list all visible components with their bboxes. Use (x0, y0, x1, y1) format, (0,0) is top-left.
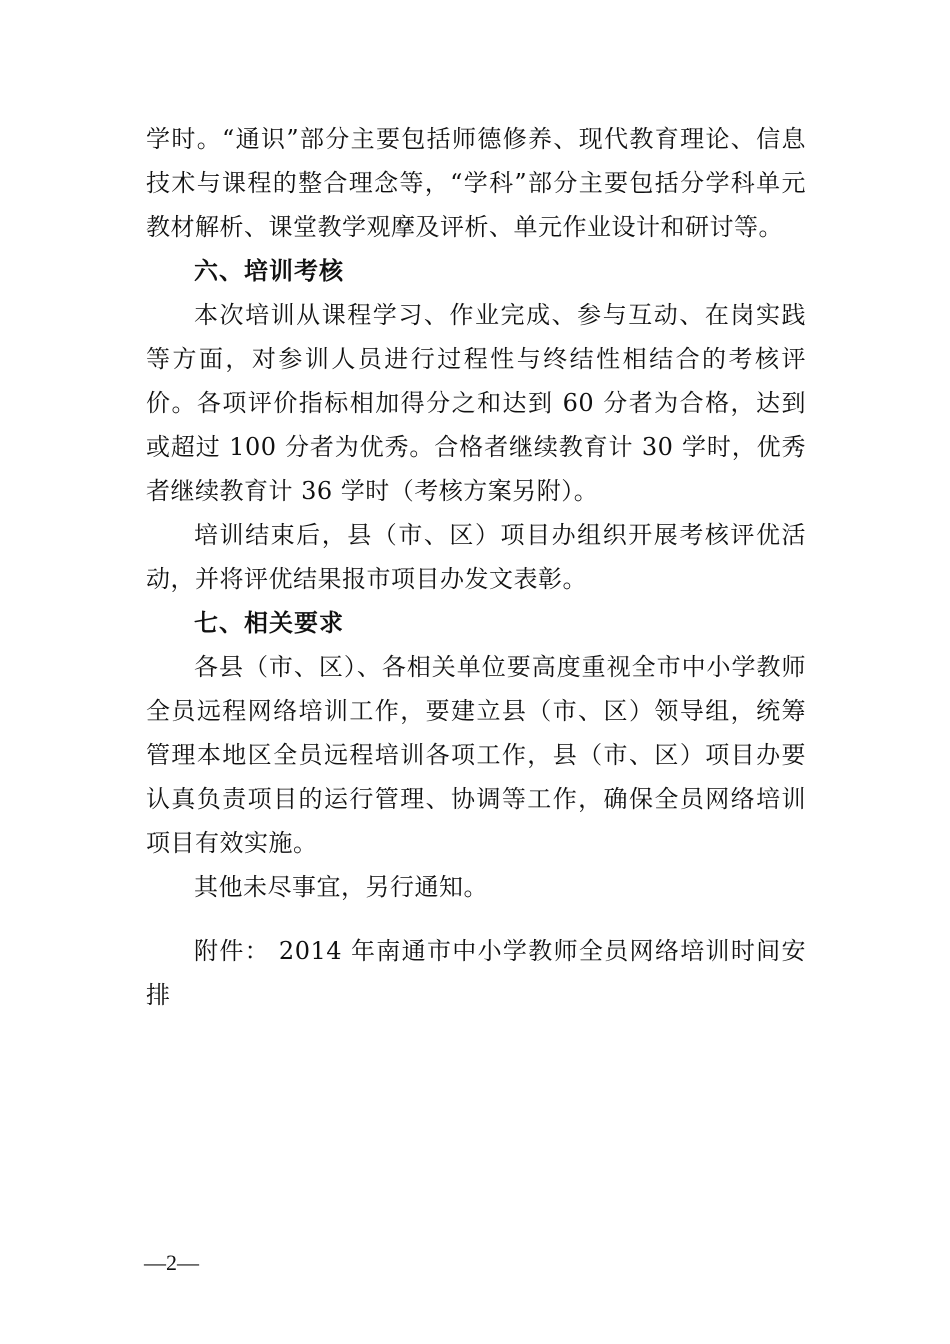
paragraph-attachment: 附件： 2014 年南通市中小学教师全员网络培训时间安排 (146, 937, 806, 1009)
page-number: —2— (144, 1250, 199, 1275)
paragraph-requirements: 各县（市、区）、各相关单位要高度重视全市中小学教师全员远程网络培训工作，要建立县（市、区）领导组，统筹管理本地区全员远程培训各项工作，县（市、区）项目办要认真负责项目的运行管理、协调等工作，确保全员网络培训项目有效实施。 (146, 653, 806, 857)
paragraph-other-matters: 其他未尽事宜，另行通知。 (194, 873, 488, 901)
paragraph-assessment-awards: 培训结束后，县（市、区）项目办组织开展考核评优活动，并将评优结果报市项目办发文表彰。 (146, 521, 806, 593)
section-heading-requirements: 七、相关要求 (194, 609, 344, 637)
paragraph-continuation: 学时。“通识”部分主要包括师德修养、现代教育理论、信息技术与课程的整合理念等，“学科”部分主要包括分学科单元教材解析、课堂教学观摩及评析、单元作业设计和研讨等。 (146, 125, 806, 241)
document-body (146, 117, 806, 1017)
paragraph-assessment-criteria: 本次培训从课程学习、作业完成、参与互动、在岗实践等方面，对参训人员进行过程性与终结性相结合的考核评价。各项评价指标相加得分之和达到 60 分者为合格，达到或超过 100 分者为优秀。合格者继续教育计 30 学时，优秀者继续教育计 36 学时（考核方案另附）。 (146, 301, 806, 505)
spacer (146, 909, 806, 929)
section-heading-assessment: 六、培训考核 (194, 257, 344, 285)
